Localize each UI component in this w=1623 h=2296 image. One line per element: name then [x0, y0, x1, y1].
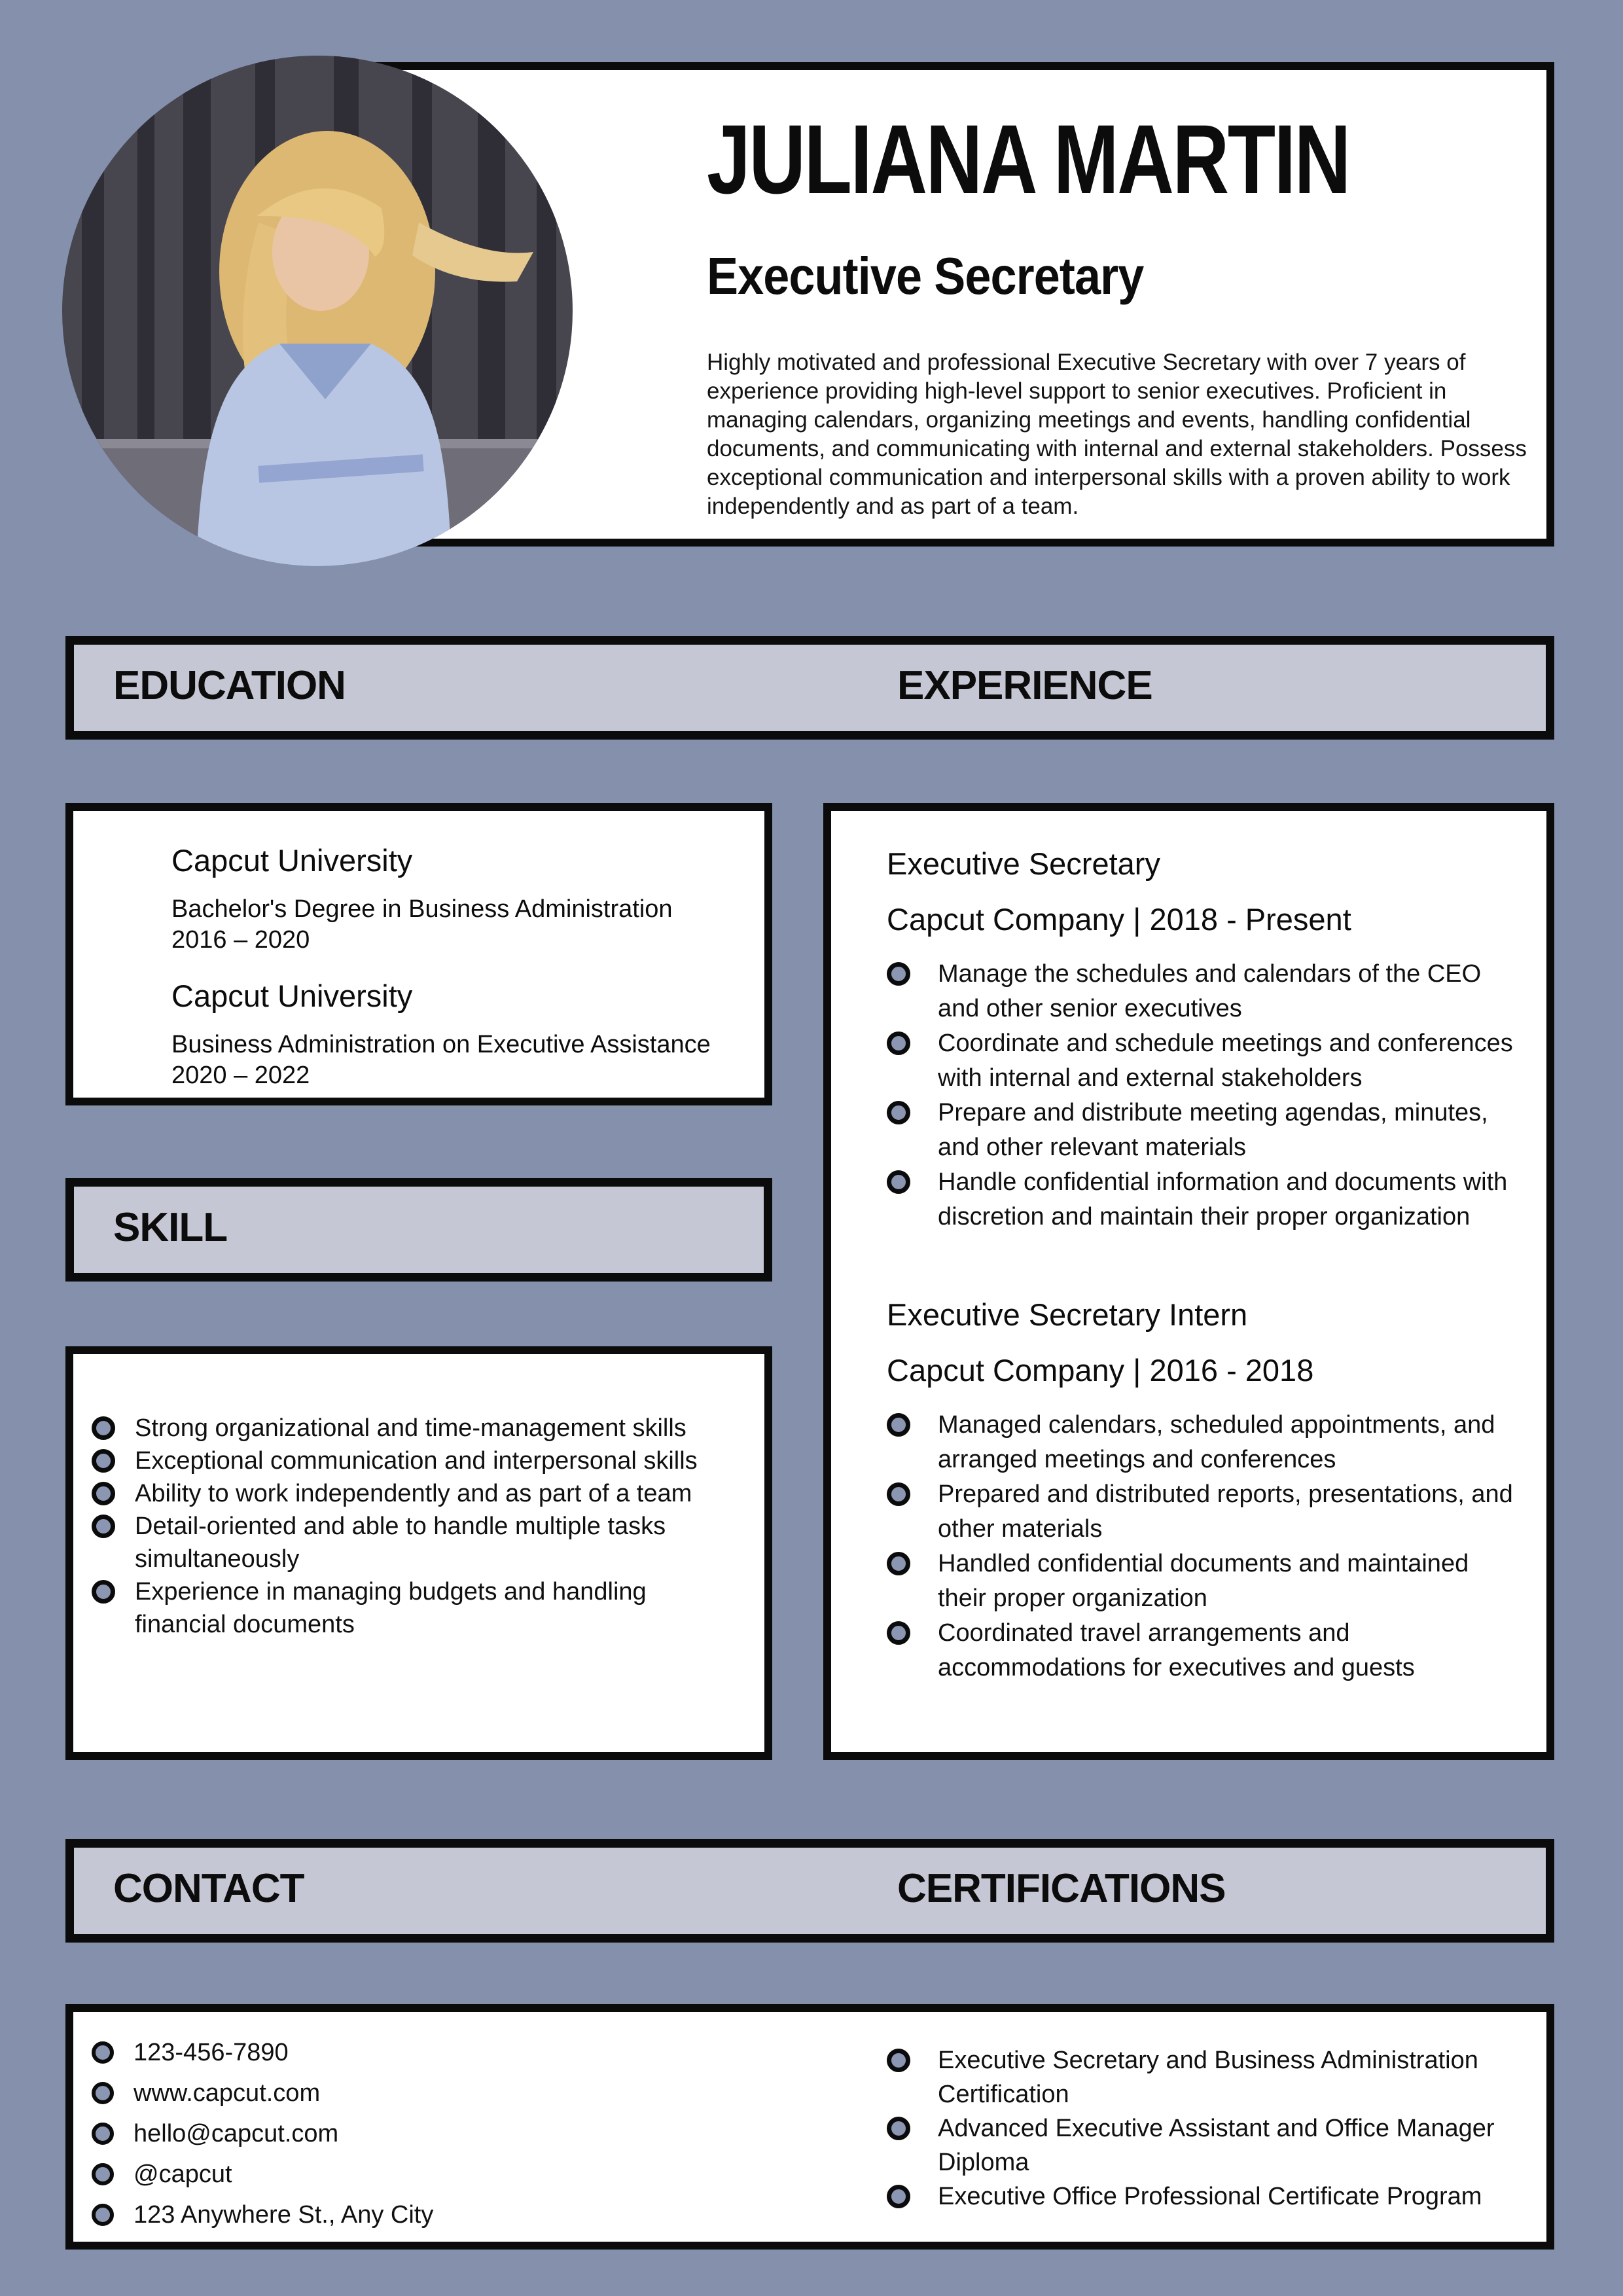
skill-list	[92, 1412, 745, 1641]
experience-job	[887, 1297, 1527, 1685]
skill-item	[92, 1412, 745, 1444]
contact-item	[92, 2118, 844, 2149]
bullet-circle-icon	[92, 2041, 114, 2064]
skill-item	[92, 1444, 745, 1477]
bullet-circle-icon	[887, 1482, 910, 1506]
job-bullet-list	[887, 957, 1527, 1234]
bullet-circle-icon	[92, 1416, 115, 1440]
contact-item	[92, 2077, 844, 2109]
job-bullet-text: Coordinated travel arrangements and accommodations for executives and guests	[938, 1619, 1415, 1681]
contact-item	[92, 2199, 844, 2231]
bullet-circle-icon	[92, 2163, 114, 2185]
certification-text: Executive Office Professional Certificate Program	[938, 2183, 1482, 2210]
job-bullet-item	[887, 1096, 1527, 1165]
job-bullet-text: Manage the schedules and calendars of the CEO and other senior executives	[938, 960, 1482, 1022]
experience-jobs	[887, 846, 1527, 1685]
experience-job	[887, 846, 1527, 1234]
job-company-dates: Capcut Company | 2016 - 2018	[887, 1353, 1314, 1388]
skill-section-title: SKILL	[113, 1204, 228, 1250]
contact-text: 123 Anywhere St., Any City	[134, 2201, 434, 2229]
profile-photo	[62, 56, 573, 566]
certification-item	[887, 2111, 1541, 2179]
contact-item	[92, 2037, 844, 2068]
certifications-section-title: CERTIFICATIONS	[897, 1865, 1226, 1911]
job-bullet-item	[887, 1616, 1527, 1685]
bullet-circle-icon	[887, 1621, 910, 1645]
skill-header-bar	[65, 1178, 772, 1282]
skill-text: Ability to work independently and as part of a team	[135, 1480, 692, 1507]
bullet-circle-icon	[887, 1031, 910, 1055]
bullet-circle-icon	[887, 1101, 910, 1124]
job-bullet-item	[887, 1165, 1527, 1234]
education-experience-header-bar	[65, 636, 1554, 740]
skill-text: Exceptional communication and interpersonal skills	[135, 1447, 698, 1475]
skill-text: Strong organizational and time-management skills	[135, 1414, 687, 1442]
profile-summary: Highly motivated and professional Executive Secretary with over 7 years of experience providing high-level support to senior executives. Proficient in managing calendars, organizing meetings and events, handling confidential documents, and communicating with internal and external stakeholders. Possess exceptional communication and interpersonal skills with a proven ability to work independently and as part of a team.	[707, 350, 1527, 519]
contact-section-title: CONTACT	[113, 1865, 304, 1911]
job-bullet-item	[887, 1477, 1527, 1547]
contact-certifications-header-bar	[65, 1839, 1554, 1943]
degree-name: Business Administration on Executive Assistance	[171, 1031, 711, 1058]
education-entry	[171, 842, 738, 956]
bullet-circle-icon	[887, 1552, 910, 1575]
education-dates: 2016 – 2020	[171, 926, 310, 954]
bullet-circle-icon	[887, 2049, 910, 2072]
skill-text: Experience in managing budgets and handling financial documents	[135, 1578, 647, 1638]
job-bullet-item	[887, 1026, 1527, 1096]
bullet-circle-icon	[92, 2123, 114, 2145]
skill-item	[92, 1510, 745, 1575]
bullet-circle-icon	[92, 2082, 114, 2104]
experience-panel	[823, 803, 1554, 1760]
contact-list	[92, 2037, 844, 2240]
contact-text: hello@capcut.com	[134, 2120, 339, 2147]
profile-photo-graphic	[62, 56, 573, 566]
job-bullet-text: Handle confidential information and documents with discretion and maintain their proper organization	[938, 1168, 1508, 1230]
skill-item	[92, 1477, 745, 1510]
contact-text: @capcut	[134, 2161, 232, 2188]
certification-item	[887, 2043, 1541, 2111]
certification-item	[887, 2179, 1541, 2214]
school-name: Capcut University	[171, 843, 413, 878]
experience-section-title: EXPERIENCE	[897, 662, 1152, 708]
school-name: Capcut University	[171, 978, 413, 1013]
bullet-circle-icon	[92, 1449, 115, 1473]
bullet-circle-icon	[887, 1170, 910, 1194]
certification-text: Advanced Executive Assistant and Office Manager Diploma	[938, 2115, 1495, 2176]
skill-panel	[65, 1346, 772, 1760]
certification-text: Executive Secretary and Business Administration Certification	[938, 2047, 1478, 2108]
job-bullet-item	[887, 1547, 1527, 1616]
job-bullet-text: Managed calendars, scheduled appointments, and arranged meetings and conferences	[938, 1411, 1495, 1473]
contact-text: 123-456-7890	[134, 2039, 289, 2066]
job-bullet-text: Prepared and distributed reports, presentations, and other materials	[938, 1480, 1513, 1543]
contact-text: www.capcut.com	[134, 2079, 321, 2107]
bullet-circle-icon	[887, 2185, 910, 2208]
job-title: Executive Secretary	[887, 846, 1160, 881]
job-bullet-item	[887, 957, 1527, 1026]
job-title: Executive Secretary Intern	[887, 1297, 1248, 1332]
bullet-circle-icon	[92, 2204, 114, 2226]
certification-list	[887, 2043, 1541, 2214]
job-company-dates: Capcut Company | 2018 - Present	[887, 902, 1351, 937]
bullet-circle-icon	[887, 1413, 910, 1437]
bullet-circle-icon	[92, 1515, 115, 1538]
person-name: JULIANA MARTIN	[707, 104, 1349, 214]
skill-text: Detail-oriented and able to handle multiple tasks simultaneously	[135, 1513, 666, 1573]
job-bullet-item	[887, 1408, 1527, 1477]
contact-item	[92, 2159, 844, 2190]
education-entries	[171, 842, 738, 1113]
bullet-circle-icon	[92, 1580, 115, 1604]
education-entry	[171, 978, 738, 1091]
education-section-title: EDUCATION	[113, 662, 346, 708]
bullet-circle-icon	[92, 1482, 115, 1505]
person-title: Executive Secretary	[707, 247, 1144, 305]
skill-item	[92, 1575, 745, 1641]
contact-certifications-panel	[65, 2004, 1554, 2250]
job-bullet-text: Prepare and distribute meeting agendas, minutes, and other relevant materials	[938, 1099, 1488, 1161]
education-panel	[65, 803, 772, 1105]
degree-name: Bachelor's Degree in Business Administration	[171, 895, 673, 923]
bullet-circle-icon	[887, 962, 910, 986]
job-bullet-text: Handled confidential documents and maintained their proper organization	[938, 1550, 1469, 1612]
job-bullet-list	[887, 1408, 1527, 1685]
education-dates: 2020 – 2022	[171, 1062, 310, 1089]
bullet-circle-icon	[887, 2117, 910, 2140]
job-bullet-text: Coordinate and schedule meetings and conferences with internal and external stakeholders	[938, 1030, 1513, 1092]
